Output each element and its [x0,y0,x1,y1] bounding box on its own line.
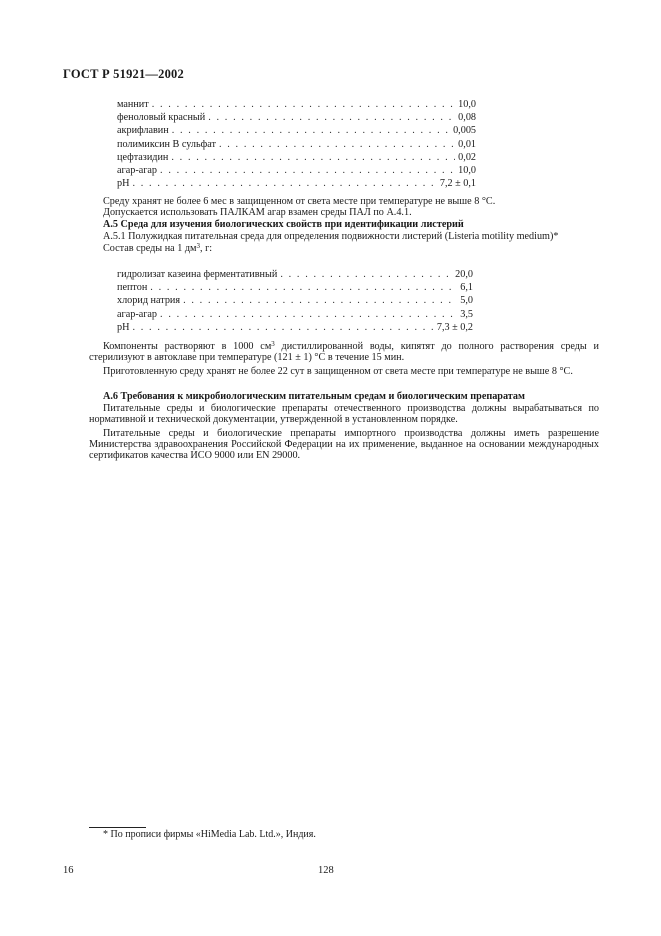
list-item [117,111,476,124]
page-number-center: 128 [318,865,334,876]
ingredient-name: полимиксин В сульфат [117,138,216,150]
ingredient-name: маннит [117,99,149,110]
ingredient-name: гидролизат казеина ферментативный [117,269,278,280]
composition-list-2 [117,268,473,334]
list-item [117,321,473,334]
ingredient-value: 10,0 [458,99,476,110]
leader-dots [152,98,455,111]
ingredient-name: pH [117,178,130,190]
list-item [117,164,476,177]
ingredient-value: 6,1 [460,282,473,294]
list-item [117,151,476,164]
footnote: * По прописи фирмы «HiMedia Lab. Ltd.», Индия. [103,829,316,840]
ingredient-value: 20,0 [455,269,473,280]
leader-dots [132,177,436,190]
list-item [117,177,476,190]
composition-list-1 [117,98,476,190]
section-a6-paragraph-1: Питательные среды и биологические препараты отечественного производства должны вырабатываться по нормативной и технической документации, утвержденной в установленном порядке. [89,403,599,426]
preparation-paragraph: Компоненты растворяют в 1000 $см^3$ дистиллированной воды, кипятят до полного растворения среды и стерилизуют в автоклаве при температуре (121 ± 1) °С в течение 15 мин. [89,340,599,364]
list-item [117,294,473,307]
palcam-note: Допускается использовать ПАЛКАМ агар взамен среды ПАЛ по А.4.1. [103,207,412,218]
list-item [117,281,473,294]
ingredient-value: 0,01 [458,138,476,150]
ingredient-value: 0,02 [458,151,476,163]
composition-label: Состав среды на 1 $дм^3$, г: [103,242,213,254]
leader-dots [150,281,457,294]
section-a6-heading: А.6 Требования к микробиологическим питательным средам и биологическим препаратам [103,391,525,402]
ingredient-value: 0,005 [453,125,476,137]
document-header: ГОСТ Р 51921—2002 [63,67,184,81]
ingredient-name: агар-агар [117,308,158,320]
leader-dots [280,268,452,281]
leader-dots [208,111,455,124]
list-item [117,268,473,281]
ingredient-name: pH [117,321,130,333]
leader-dots [132,321,433,334]
ingredient-name: феноловый красный [117,112,206,124]
ingredient-value: 7,3 ± 0,2 [436,321,473,333]
ingredient-value: 0,08 [458,112,476,124]
storage-note: Среду хранят не более 6 мес в защищенном от света месте при температуре не выше 8 °С. [103,196,496,207]
ingredient-name: хлорид натрия [117,295,181,307]
list-item [117,308,473,321]
page-number-left: 16 [63,865,74,876]
ingredient-name: цефтазидин [117,151,169,163]
ingredient-value: 10,0 [458,165,476,177]
ingredient-name: пептон [117,282,148,294]
leader-dots [183,294,457,307]
ingredient-value: 3,5 [460,308,473,320]
leader-dots [172,124,450,137]
section-a51-text: А.5.1 Полужидкая питательная среда для определения подвижности листерий (Listeria motility medium)* [103,231,559,242]
storage-paragraph: Приготовленную среду хранят не более 22 сут в защищенном от света месте при температуре не выше 8 °С. [103,366,573,377]
leader-dots [160,308,457,321]
ingredient-name: акрифлавин [117,125,169,137]
list-item [117,98,476,111]
list-item [117,138,476,151]
section-a5-heading: А.5 Среда для изучения биологических свойств при идентификации листерий [103,219,464,230]
leader-dots [219,138,455,151]
footnote-divider [89,827,146,828]
list-item [117,124,476,137]
ingredient-name: агар-агар [117,165,158,177]
ingredient-value: 7,2 ± 0,1 [439,178,476,190]
leader-dots [171,151,455,164]
ingredient-value: 5,0 [460,295,473,307]
section-a6-paragraph-2: Питательные среды и биологические препараты импортного производства должны иметь разрешение Министерства здравоохранения Российской Федерации на их применение, выданное на основании международных сертификатов качества ИСО 9000 или EN 29000. [89,428,599,462]
leader-dots [160,164,455,177]
